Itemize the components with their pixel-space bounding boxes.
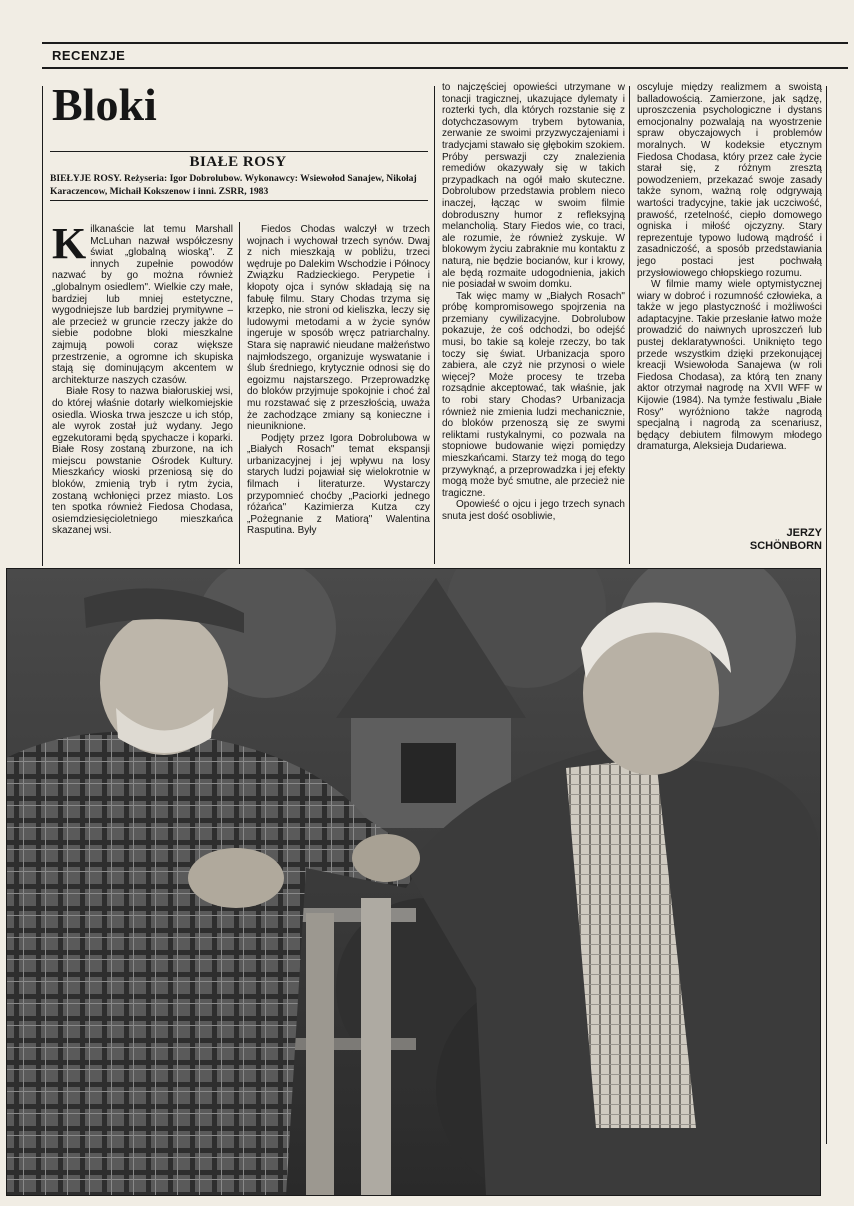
film-title: BIAŁE ROSY	[189, 154, 287, 170]
article-column-1	[52, 224, 233, 559]
film-credits: BIEŁYJE ROSY. Reżyseria: Igor Dobrolubow. Wykonawcy: Wsiewołod Sanajew, Nikołaj Karaczencow, Michaił Kokszenow i inni. ZSRR, 1983	[50, 173, 417, 197]
paragraph: to najczęściej opowieści utrzymane w tonacji tragicznej, ukazujące dylematy i rozterki tych, dla których rozstanie się z dotychczasowym trybem bytowania, zerwanie ze swoimi przyzwyczajeniami i tradycjami stawało się głębokim szokiem. Próby perswazji czy znalezienia remediów okazywały się w takich przypadkach na ogół mało skuteczne. Dobrolubow przedstawia problem nieco inaczej, łącząc w swoim filmie dobroduszny humor z refleksyjną melancholią. Stary Fiedos wie, co traci, ale rozumie, że również zyskuje. W blokowym życiu zabraknie mu kontaktu z naturą, nie będzie bocianów, kur i krowy, ale będą rozmaite udogodnienia, jakich nie posiadał w swoim domku.	[442, 82, 625, 291]
house-window	[401, 743, 456, 803]
author-last-name: SCHÖNBORN	[749, 540, 822, 552]
credits-rule	[50, 200, 428, 201]
top-rule	[42, 42, 848, 44]
paragraph: Tak więc mamy w „Białych Rosach" próbę kompromisowego spojrzenia na przemiany cywilizacyjne. Dobrolubow pokazuje, że coś odchodzi, bo odejść musi, bo takie są koleje rzeczy, bo tak toczy się świat. Urbanizacja sporo zabiera, ale czyż nie przynosi o wiele więcej? Może procesy te trzeba rozsądnie akceptować, tak właśnie, jak to robi stary Chodas? Urbanizacja również nie zmienia ludzi mechanicznie, do bloków przenoszą się ze swymi reliktami rustykalnymi, co pozwala na stopniowe budowanie więzi pomiędzy mieszkańcami. Starzy też mogą do tego przywyknąć, a przeprowadzka i jej efekty mogą może być smutne, ale przecież nie tragiczne.	[442, 290, 625, 499]
paragraph: Opowieść o ojcu i jego trzech synach snuta jest dość osobliwie,	[442, 499, 625, 522]
photo-illustration	[6, 568, 821, 1196]
column-rule-4	[629, 86, 630, 564]
paragraph: Białe Rosy to nazwa białoruskiej wsi, do której właśnie dotarły wielkomiejskie osiedla. Wioska trwa jeszcze u ich stóp, ale wyrok został już wydany. Jego egzekutorami będą spychacze i koparki. Białe Rosy zostaną zburzone, na ich miejscu powstanie Ośrodek Kultury. Mieszkańcy wioski przeniosą się do bloków, zmienią tryb i rytm życia, zostaną wchłonięci przez miasto. Los ten spotka również Fiedosa Chodasa, osiemdziesięcioletniego mieszkańca skazanej wsi.	[52, 386, 233, 537]
paragraph: W filmie mamy wiele optymistycznej wiary w dobroć i rozumność człowieka, a także w jego plastyczność i możliwości adaptacyjne. Takie przesłanie łatwo może prowadzić do naiwnych uproszczeń lub pustej deklaratywności. Uniknięto tego przede wszystkim dzięki przekonującej kreacji Wsiewołoda Sanajewa (w roli Fiedosa Chodasa), za którą ten znany aktor otrzymał nagrodę na XVII WFF w Kijowie (1984). Na tymże festiwalu „Białe Rosy" wyróżniono także nagrodą specjalną i nagrodą za scenariusz, będący debiutem filmowym młodego dramaturga, Aleksieja Dudariewa.	[637, 279, 822, 453]
author-signature	[652, 527, 822, 553]
drop-cap: K	[52, 224, 87, 268]
column-rule-right	[826, 86, 827, 1144]
paragraph: Kilkanaście lat temu Marshall McLuhan nazwał współczesny świat „globalną wioską". Z innych zupełnie powodów nazwać by go można również „globalnym osiedlem". Wielkie czy małe, bardziej lub mniej estetyczne, wygodniejsze lub bardziej prymitywne – ale przecież w gruncie rzeczy jakże do siebie podobne bloki mieszkalne zajmują powoli coraz większe przestrzenie, a ogromne ich skupiska stają się dominującym akcentem w architekturze naszych czasów.	[52, 224, 233, 386]
paragraph: Podjęty przez Igora Dobrolubowa w „Białych Rosach" temat ekspansji urbanizacyjnej i jej wpływu na losy starych ludzi pojawiał się wielokrotnie w filmach i literaturze. Wystarczy przypomnieć choćby „Paciorki jednego różańca" Kazimierza Kutza czy „Pożegnanie z Matiorą" Walentina Rasputina. Były	[247, 432, 430, 537]
column-rule-left	[42, 86, 43, 566]
article-column-2	[247, 224, 430, 559]
article-title: Bloki	[52, 79, 157, 130]
article-column-4	[637, 82, 822, 487]
article-column-3	[442, 82, 625, 562]
column-rule-2	[239, 222, 240, 564]
paragraph: Fiedos Chodas walczył w trzech wojnach i wychował trzech synów. Dwaj z nich mieszkają w pobliżu, trzeci wędruje po Dalekim Wschodzie i Północy Związku Radzieckiego. Perypetie i kłopoty ojca i synów składają się na fabułę filmu. Stary Chodas trzyma się krzepko, nie stroni od kieliszka, leczy się ludowymi metodami a w życie synów ingeruje w sposób wręcz patriarchalny. Stara się naprawić nieudane małżeństwo najmłodszego, organizuje wyswatanie i ślub średniego, krytycznie odnosi się do egoizmu najstarszego. Przeprowadzkę do bloków przyjmuje spokojnie i choć żal mu rozstawać się z przeszłością, uważa że zachodzące zmiany są konieczne i nieuniknione.	[247, 224, 430, 433]
section-rule	[42, 67, 848, 69]
film-still-photo	[6, 568, 821, 1196]
title-rule	[50, 151, 428, 152]
author-first-name: JERZY	[786, 527, 822, 539]
paragraph: oscyluje między realizmem a swoistą balladowością. Zamierzone, jak sądzę, uproszczenia psychologiczne i dystans emocjonalny pozwalają na wyostrzenie spraw obyczajowych i problemów moralnych. W kodeksie etycznym Fiedosa Chodasa, który przez całe życie starał się, z różnym zresztą powodzeniem, przekazać swoje zasady także synom, ważną rolę odgrywają wartości tradycyjne, takie jak uczciwość, prawość, rzetelność, ciepło domowego ogniska i miłość ojczyzny. Stary reprezentuje typowo ludową mądrość i zasadniczość, a sposób przedstawiania jego postaci jest pochwałą przysłowiowego chłopskiego rozumu.	[637, 82, 822, 279]
column-rule-3	[434, 86, 435, 564]
section-label: RECENZJE	[52, 48, 126, 63]
